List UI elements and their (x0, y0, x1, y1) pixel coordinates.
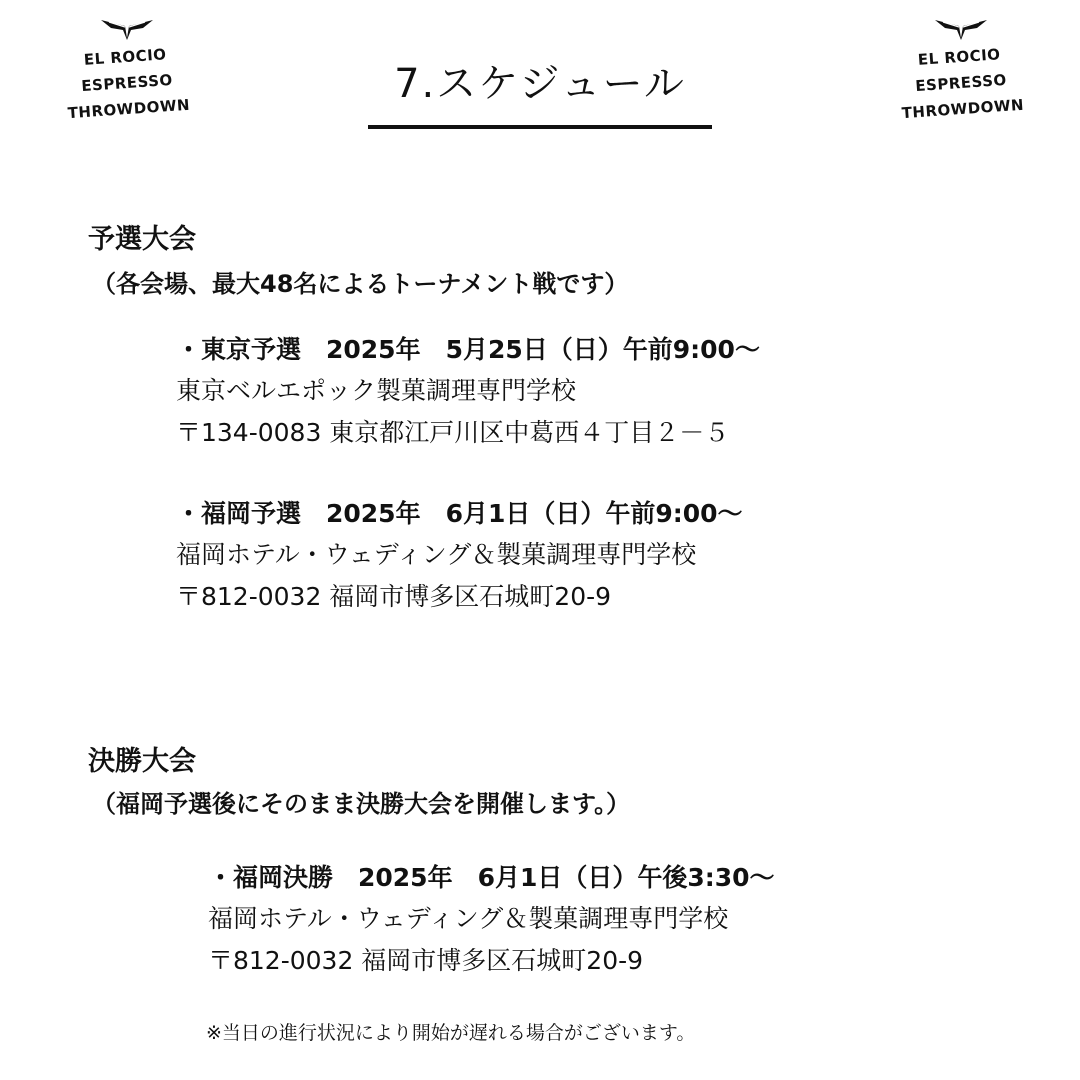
event-venue: 福岡ホテル・ウェディング＆製菓調理専門学校 (208, 904, 729, 933)
logo-line-2: ESPRESSO (914, 70, 1008, 96)
event-tokyo-qualifier (176, 330, 760, 454)
event-address: 〒812-0032 福岡市博多区石城町20-9 (208, 946, 644, 975)
title-underline (368, 125, 712, 129)
event-venue: 東京ベルエポック製菓調理専門学校 (176, 376, 577, 405)
logo-line-3: THROWDOWN (67, 95, 191, 123)
final-subheading: （福岡予選後にそのまま決勝大会を開催します。） (92, 790, 631, 818)
final-heading: 決勝大会 (88, 746, 196, 777)
event-venue: 福岡ホテル・ウェディング＆製菓調理専門学校 (176, 540, 697, 569)
logo-line-3: THROWDOWN (901, 95, 1025, 123)
wings-icon (99, 18, 155, 40)
event-fukuoka-qualifier (176, 494, 743, 618)
event-address: 〒134-0083 東京都江戸川区中葛西４丁目２－５ (176, 418, 730, 447)
page-title: 7.スケジュール (394, 61, 686, 107)
logo-line-2: ESPRESSO (80, 70, 174, 96)
event-logo-left (52, 18, 202, 122)
event-head: ・東京予選 2025年 5月25日（日）午前9:00〜 (176, 335, 760, 364)
logo-line-1: EL ROCIO (917, 45, 1002, 69)
wings-icon (933, 18, 989, 40)
qualifier-subheading: （各会場、最大48名によるトーナメント戦です） (92, 270, 629, 298)
qualifier-heading: 予選大会 (88, 224, 196, 255)
event-fukuoka-final (208, 858, 775, 982)
event-address: 〒812-0032 福岡市博多区石城町20-9 (176, 582, 612, 611)
event-head: ・福岡予選 2025年 6月1日（日）午前9:00〜 (176, 499, 743, 528)
event-head: ・福岡決勝 2025年 6月1日（日）午後3:30〜 (208, 863, 775, 892)
logo-line-1: EL ROCIO (83, 45, 168, 69)
delay-footnote: ※当日の進行状況により開始が遅れる場合がございます。 (206, 1022, 696, 1044)
event-logo-right (886, 18, 1036, 122)
